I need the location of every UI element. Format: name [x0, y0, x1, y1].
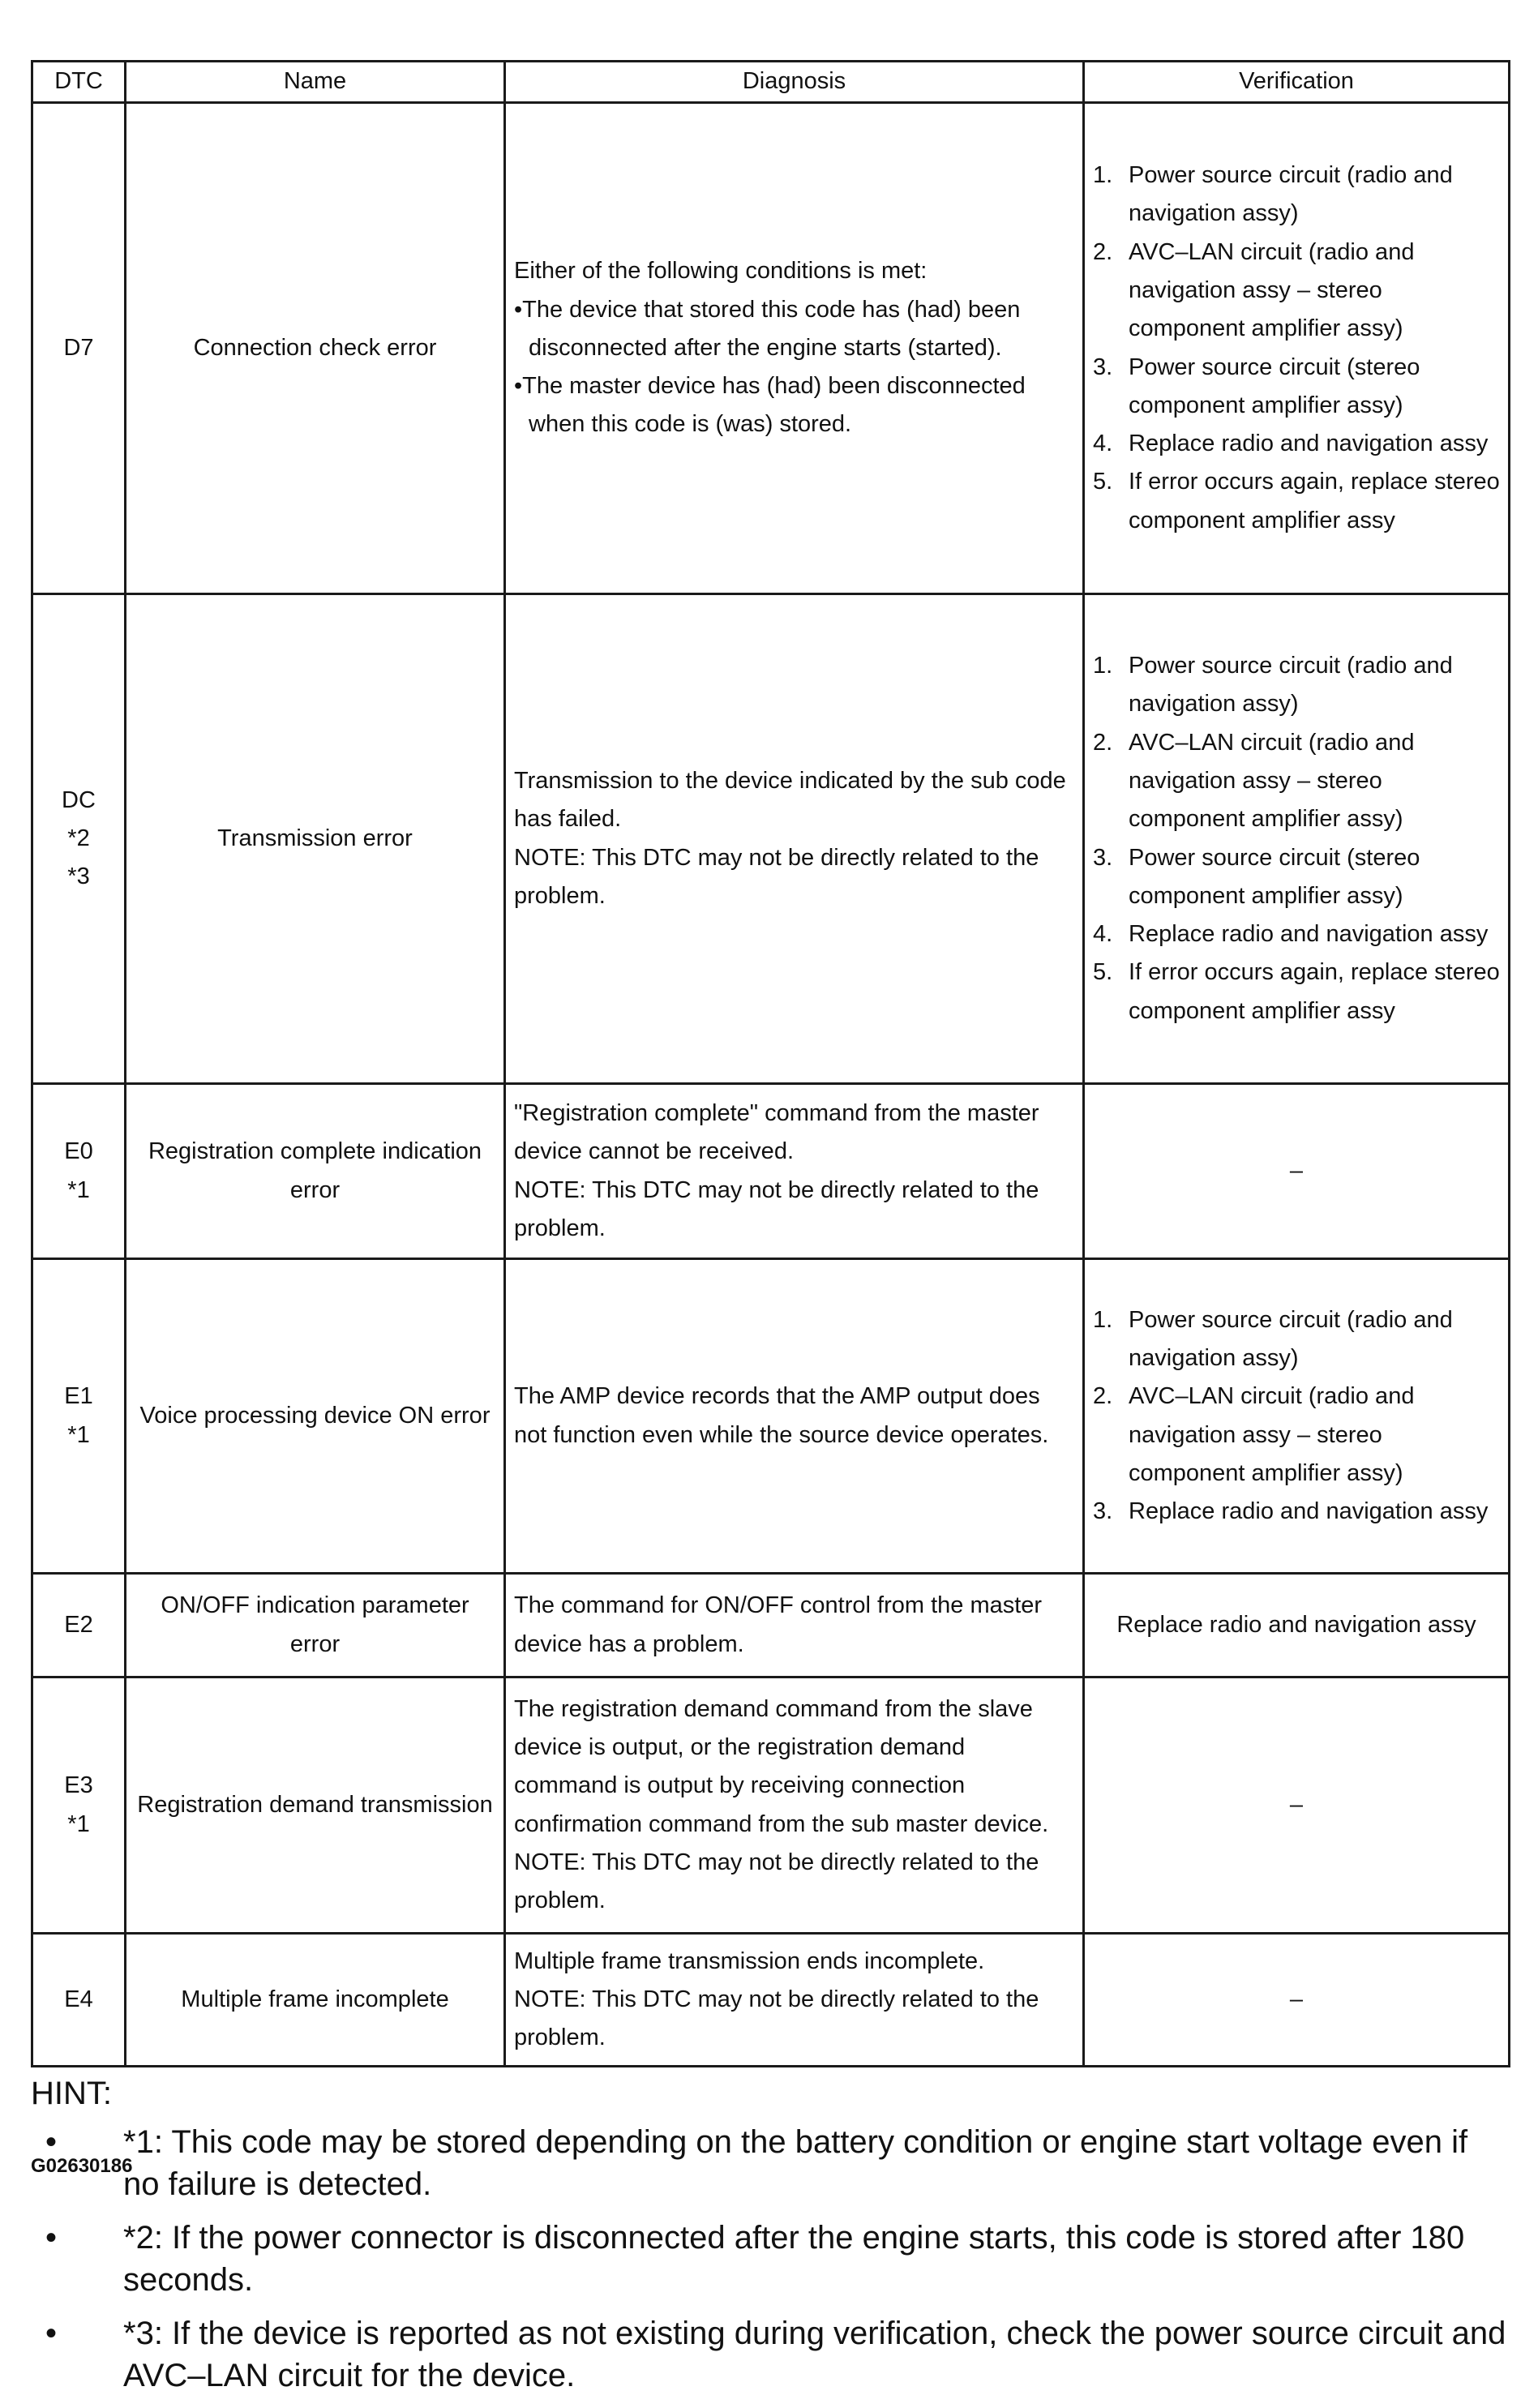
- hint-item: [31, 2312, 1508, 2397]
- diagnosis-cell: [505, 1259, 1084, 1574]
- verification-step-number: 1.: [1093, 1306, 1113, 1333]
- table-header-row: [32, 62, 1510, 103]
- dtc-cell: [32, 594, 126, 1084]
- diagnosis-text: The command for ON/OFF control from the master device has a problem.: [514, 1592, 1043, 1657]
- dtc-name-cell: Voice processing device ON error: [126, 1259, 505, 1574]
- dtc-code: E1: [64, 1383, 93, 1410]
- verification-step-number: 3.: [1093, 1498, 1113, 1525]
- hint-bullet: •: [45, 2316, 58, 2351]
- hint-list: [31, 2121, 1508, 2397]
- hint-item: [31, 2121, 1508, 2205]
- dtc-cell: [32, 1677, 126, 1934]
- dtc-name-cell: ON/OFF indication parameter error: [126, 1574, 505, 1677]
- verification-step-number: 4.: [1093, 431, 1113, 457]
- table-row: [32, 1934, 1510, 2067]
- verification-cell: Replace radio and navigation assy: [1084, 1574, 1510, 1677]
- header-verification: Verification: [1084, 62, 1510, 103]
- verification-step-text: If error occurs again, replace stereo component amplifier assy: [1129, 469, 1500, 533]
- diagnosis-text: The registration demand command from the slave device is output, or the registration demand command is output by receiving connection confirmation command from the sub master device.: [514, 1695, 1049, 1837]
- hint-section: [31, 2072, 1508, 2397]
- dtc-name-cell: Transmission error: [126, 594, 505, 1084]
- table-row: [32, 103, 1510, 594]
- dtc-cell: [32, 1259, 126, 1574]
- header-diagnosis: Diagnosis: [505, 62, 1084, 103]
- header-name: Name: [126, 62, 505, 103]
- diagnosis-cell: [505, 1574, 1084, 1677]
- verification-cell: [1084, 594, 1510, 1084]
- verification-step-number: 1.: [1093, 162, 1113, 189]
- hint-text: *3: If the device is reported as not existing during verification, check the power source circuit and AVC–LAN circuit for the device.: [123, 2316, 1506, 2393]
- verification-step: [1093, 839, 1500, 916]
- verification-step-text: Power source circuit (stereo component amplifier assy): [1129, 844, 1420, 909]
- dtc-code: E0: [64, 1138, 93, 1165]
- dtc-cell: [32, 1574, 126, 1677]
- verification-step-number: 5.: [1093, 959, 1113, 986]
- diagnosis-text: Multiple frame transmission ends incomplete.: [514, 1947, 985, 1974]
- verification-cell: –: [1084, 1934, 1510, 2067]
- diagnosis-text: "Registration complete" command from the master device cannot be received.: [514, 1099, 1039, 1165]
- dtc-footnote-ref: *1: [67, 1421, 90, 1448]
- verification-step: [1093, 463, 1500, 540]
- table-row: [32, 1259, 1510, 1574]
- verification-step-number: 3.: [1093, 844, 1113, 871]
- verification-cell: [1084, 103, 1510, 594]
- verification-step: [1093, 953, 1500, 1030]
- table-row: [32, 594, 1510, 1084]
- verification-steps: [1093, 156, 1500, 540]
- verification-cell: –: [1084, 1677, 1510, 1934]
- verification-step-number: 5.: [1093, 469, 1113, 495]
- dtc-cell: [32, 1934, 126, 2067]
- dtc-footnote-ref: *2: [67, 825, 90, 851]
- diagnosis-bullet: •The device that stored this code has (had) been disconnected after the engine starts (started).: [514, 296, 1021, 361]
- verification-step-text: Power source circuit (radio and navigation assy): [1129, 1306, 1453, 1371]
- dtc-table-body: [32, 103, 1510, 2067]
- dtc-code: DC: [62, 786, 96, 813]
- dtc-code: D7: [63, 334, 94, 361]
- table-row: [32, 1677, 1510, 1934]
- hint-text: *1: This code may be stored depending on the battery condition or engine start voltage even if no failure is detected.: [123, 2124, 1468, 2202]
- verification-step-text: Replace radio and navigation assy: [1129, 921, 1489, 948]
- verification-step: [1093, 425, 1500, 463]
- diagnosis-text: NOTE: This DTC may not be directly related to the problem.: [514, 844, 1039, 909]
- dtc-name-cell: Registration demand transmission: [126, 1677, 505, 1934]
- verification-steps: [1093, 1301, 1500, 1532]
- diagnosis-text: Either of the following conditions is met:: [514, 258, 928, 285]
- verification-cell: –: [1084, 1084, 1510, 1259]
- hint-bullet: •: [45, 2124, 58, 2160]
- diagnosis-cell: [505, 1677, 1084, 1934]
- verification-step-text: AVC–LAN circuit (radio and navigation assy – stereo component amplifier assy): [1129, 729, 1415, 833]
- diagnosis-cell: [505, 1934, 1084, 2067]
- diagnosis-text: NOTE: This DTC may not be directly related to the problem.: [514, 1986, 1039, 2051]
- verification-steps: [1093, 647, 1500, 1030]
- verification-step-number: 1.: [1093, 653, 1113, 679]
- dtc-code: E4: [64, 1986, 93, 2012]
- verification-step-text: Replace radio and navigation assy: [1129, 1498, 1489, 1525]
- hint-title: HINT:: [31, 2076, 112, 2111]
- dtc-name-cell: Registration complete indication error: [126, 1084, 505, 1259]
- verification-step: [1093, 724, 1500, 839]
- dtc-footnote-ref: *1: [67, 1176, 90, 1203]
- diagnosis-text: Transmission to the device indicated by the sub code has failed.: [514, 767, 1066, 833]
- dtc-code: E3: [64, 1772, 93, 1799]
- header-dtc: DTC: [32, 62, 126, 103]
- dtc-footnote-ref: *3: [67, 863, 90, 890]
- verification-step: [1093, 1378, 1500, 1493]
- verification-step-text: AVC–LAN circuit (radio and navigation assy – stereo component amplifier assy): [1129, 1383, 1415, 1486]
- verification-step: [1093, 234, 1500, 349]
- dtc-name-cell: Connection check error: [126, 103, 505, 594]
- dtc-name-cell: Multiple frame incomplete: [126, 1934, 505, 2067]
- dtc-footnote-ref: *1: [67, 1810, 90, 1837]
- verification-step-number: 2.: [1093, 238, 1113, 265]
- verification-step-text: Power source circuit (stereo component amplifier assy): [1129, 353, 1420, 418]
- verification-cell: [1084, 1259, 1510, 1574]
- verification-step-number: 2.: [1093, 1383, 1113, 1410]
- figure-code: G02630186: [31, 2155, 133, 2177]
- verification-step-number: 4.: [1093, 921, 1113, 948]
- verification-step-number: 3.: [1093, 353, 1113, 380]
- dtc-table: [31, 60, 1510, 2067]
- verification-step-text: AVC–LAN circuit (radio and navigation assy – stereo component amplifier assy): [1129, 238, 1415, 342]
- verification-step-text: If error occurs again, replace stereo component amplifier assy: [1129, 959, 1500, 1024]
- verification-step: [1093, 647, 1500, 724]
- hint-bullet: •: [45, 2220, 58, 2256]
- diagnosis-text: NOTE: This DTC may not be directly related to the problem.: [514, 1176, 1039, 1241]
- dtc-cell: [32, 103, 126, 594]
- diagnosis-text: The AMP device records that the AMP output does not function even while the source device operates.: [514, 1383, 1049, 1448]
- verification-step: [1093, 156, 1500, 234]
- document-page: [31, 60, 1508, 2408]
- dtc-cell: [32, 1084, 126, 1259]
- diagnosis-bullet: •The master device has (had) been disconnected when this code is (was) stored.: [514, 373, 1026, 438]
- diagnosis-text: NOTE: This DTC may not be directly related to the problem.: [514, 1849, 1039, 1914]
- table-row: [32, 1574, 1510, 1677]
- table-row: [32, 1084, 1510, 1259]
- verification-step: [1093, 915, 1500, 953]
- verification-step-text: Replace radio and navigation assy: [1129, 431, 1489, 457]
- diagnosis-cell: [505, 103, 1084, 594]
- verification-step-text: Power source circuit (radio and navigation assy): [1129, 653, 1453, 718]
- verification-step-number: 2.: [1093, 729, 1113, 756]
- verification-step: [1093, 349, 1500, 426]
- dtc-code: E2: [64, 1611, 93, 1638]
- verification-step: [1093, 1493, 1500, 1531]
- verification-step: [1093, 1301, 1500, 1378]
- diagnosis-cell: [505, 1084, 1084, 1259]
- hint-item: [31, 2217, 1508, 2301]
- hint-text: *2: If the power connector is disconnected after the engine starts, this code is stored after 180 seconds.: [123, 2220, 1465, 2298]
- diagnosis-cell: [505, 594, 1084, 1084]
- verification-step-text: Power source circuit (radio and navigation assy): [1129, 162, 1453, 227]
